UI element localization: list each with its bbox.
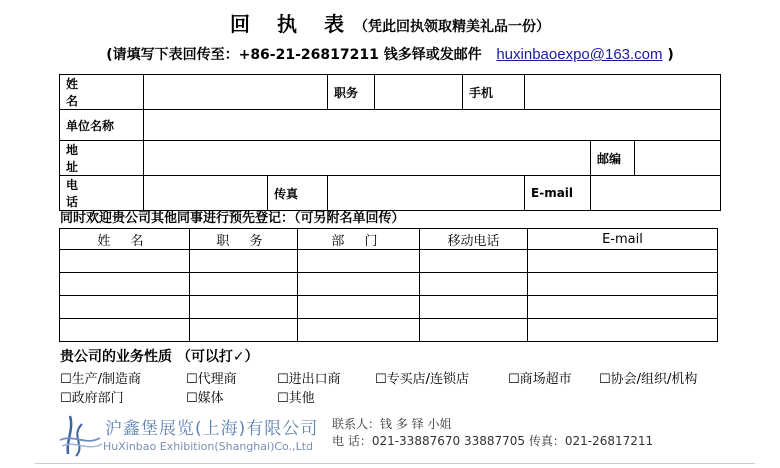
option-label: 专买店/连锁店 — [386, 372, 470, 387]
form-title — [0, 8, 780, 37]
fax-field[interactable] — [328, 176, 525, 211]
option-label: 代理商 — [197, 372, 237, 387]
option-label: 协会/组织/机构 — [610, 372, 698, 387]
email-field[interactable] — [591, 176, 721, 211]
contact-form-table — [59, 74, 721, 211]
cell[interactable] — [420, 250, 528, 273]
option-manufacturer[interactable] — [60, 368, 141, 387]
col-name: 姓 名 — [60, 229, 190, 250]
cell[interactable] — [298, 296, 420, 319]
colleagues-table — [59, 228, 718, 342]
cell[interactable] — [60, 273, 190, 296]
colleagues-heading: 同时欢迎贵公司其他同事进行预先登记：（可另附名单回传） — [60, 211, 405, 226]
address-field[interactable] — [144, 141, 591, 176]
mobile-field[interactable] — [525, 75, 721, 110]
divider — [35, 463, 755, 464]
company-name-cn: 沪鑫堡展览(上海)有限公司 — [105, 419, 319, 439]
cell[interactable] — [60, 296, 190, 319]
fax-label: 传真 — [268, 176, 328, 211]
instruction-line — [0, 44, 780, 64]
cell[interactable] — [190, 273, 298, 296]
cell[interactable] — [298, 319, 420, 342]
option-label: 媒体 — [197, 391, 224, 406]
option-association[interactable] — [599, 368, 697, 387]
option-label: 商场超市 — [519, 372, 572, 387]
checkbox-icon[interactable]: ☐ — [277, 372, 289, 387]
colleagues-header-row — [60, 229, 718, 250]
cell[interactable] — [298, 250, 420, 273]
checkbox-icon[interactable]: ☐ — [186, 372, 198, 387]
cell[interactable] — [528, 250, 718, 273]
option-other[interactable] — [277, 387, 315, 406]
cell[interactable] — [190, 250, 298, 273]
table-row — [60, 296, 718, 319]
table-row — [60, 319, 718, 342]
col-position: 职 务 — [190, 229, 298, 250]
company-field[interactable] — [144, 110, 721, 141]
option-import-export[interactable] — [277, 368, 341, 387]
checkbox-icon[interactable]: ☐ — [60, 372, 72, 387]
option-media[interactable] — [186, 387, 224, 406]
checkbox-icon[interactable]: ☐ — [375, 372, 387, 387]
email-link[interactable]: huxinbaoexpo@163.com — [496, 46, 663, 63]
option-label: 其他 — [288, 391, 315, 406]
title-note: （凭此回执领取精美礼品一份） — [353, 19, 550, 35]
table-row — [60, 273, 718, 296]
cell[interactable] — [190, 319, 298, 342]
cell[interactable] — [420, 273, 528, 296]
option-supermarket[interactable] — [508, 368, 572, 387]
position-field[interactable] — [375, 75, 463, 110]
cell[interactable] — [190, 296, 298, 319]
instruction-text: (请填写下表回传至：+86-21-26817211 钱多铎或发邮件 — [106, 47, 482, 63]
col-mobile: 移动电话 — [420, 229, 528, 250]
company-logo-icon — [60, 410, 102, 458]
option-label: 生产/制造商 — [71, 372, 142, 387]
mobile-label: 手机 — [463, 75, 525, 110]
cell[interactable] — [420, 296, 528, 319]
option-label: 进出口商 — [288, 372, 341, 387]
cell[interactable] — [528, 273, 718, 296]
table-row — [60, 250, 718, 273]
title-main: 回 执 表 — [230, 12, 354, 36]
company-name-en: HuXinbao Exhibition(Shanghai)Co.,Ltd — [103, 440, 313, 453]
option-government[interactable] — [60, 387, 124, 406]
cell[interactable] — [60, 319, 190, 342]
contact-person: 联系人：钱 多 铎 小姐 — [332, 417, 452, 431]
cell[interactable] — [298, 273, 420, 296]
instruction-end: ) — [667, 47, 674, 63]
name-field[interactable] — [144, 75, 328, 110]
phone-label: 电 话 — [60, 176, 144, 211]
company-label: 单位名称 — [60, 110, 144, 141]
option-label: 政府部门 — [71, 391, 124, 406]
postcode-field[interactable] — [635, 141, 721, 176]
col-email: E-mail — [528, 229, 718, 250]
col-department: 部 门 — [298, 229, 420, 250]
cell[interactable] — [528, 319, 718, 342]
address-label: 地 址 — [60, 141, 144, 176]
cell[interactable] — [60, 250, 190, 273]
phone-field[interactable] — [144, 176, 268, 211]
business-heading: 贵公司的业务性质 （可以打✓） — [60, 349, 259, 365]
checkbox-icon[interactable]: ☐ — [60, 391, 72, 406]
checkbox-icon[interactable]: ☐ — [186, 391, 198, 406]
phone-fax-line: 电 话：021-33887670 33887705 传真：021-26817211 — [332, 434, 654, 448]
cell[interactable] — [420, 319, 528, 342]
checkbox-icon[interactable]: ☐ — [277, 391, 289, 406]
email-label: E-mail — [525, 176, 591, 211]
name-label: 姓 名 — [60, 75, 144, 110]
checkbox-icon[interactable]: ☐ — [508, 372, 520, 387]
option-agent[interactable] — [186, 368, 237, 387]
cell[interactable] — [528, 296, 718, 319]
checkbox-icon[interactable]: ☐ — [599, 372, 611, 387]
option-retail-chain[interactable] — [375, 368, 469, 387]
postcode-label: 邮编 — [591, 141, 635, 176]
position-label: 职务 — [328, 75, 375, 110]
